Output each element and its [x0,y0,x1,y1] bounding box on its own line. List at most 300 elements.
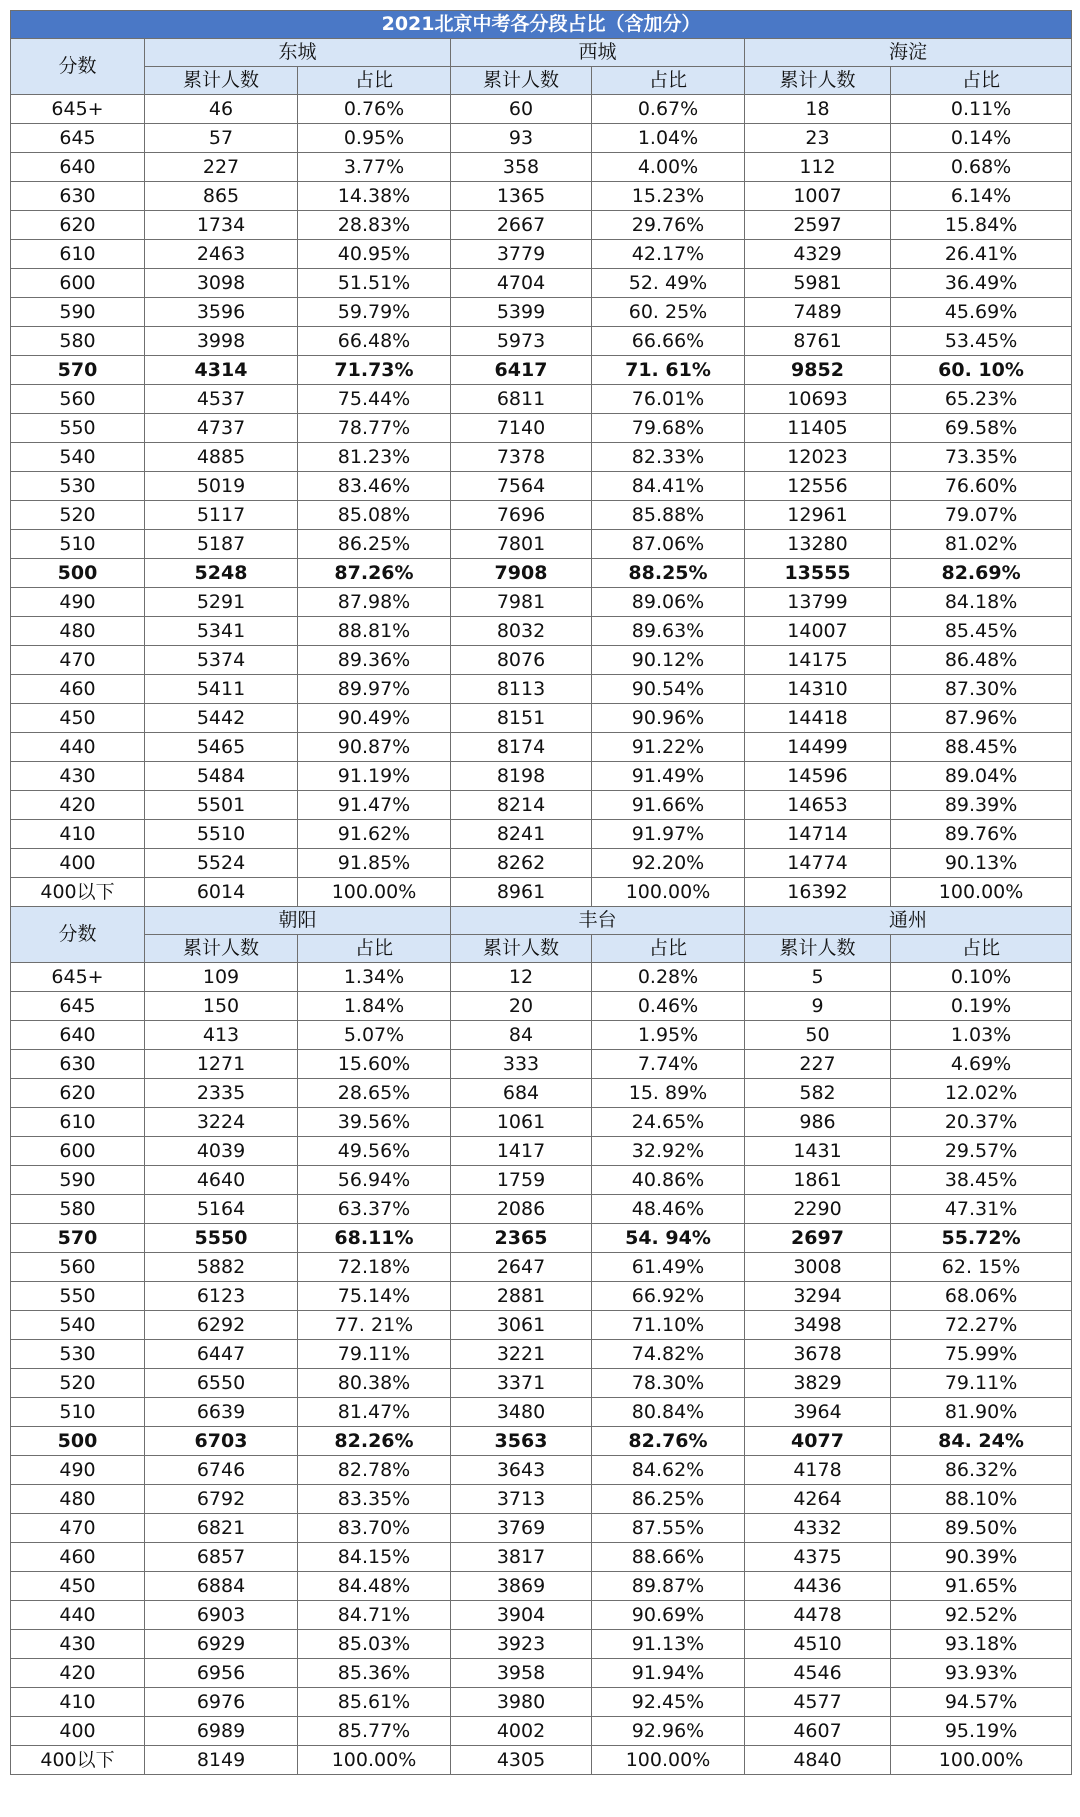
score-cell: 480 [11,1485,145,1514]
score-cell: 480 [11,617,145,646]
cumulative-count-cell: 4737 [145,414,298,443]
percentage-cell: 65.23% [891,385,1072,414]
cumulative-count-cell: 3923 [451,1630,592,1659]
cumulative-count-header: 累计人数 [145,67,298,95]
cumulative-count-cell: 4002 [451,1717,592,1746]
percentage-cell: 14.38% [298,182,451,211]
percentage-cell: 81.02% [891,530,1072,559]
percentage-cell: 81.23% [298,443,451,472]
percentage-cell: 84.41% [592,472,745,501]
cumulative-count-header: 累计人数 [451,67,592,95]
percentage-cell: 85.77% [298,1717,451,1746]
table-row [11,992,1072,1021]
percentage-cell: 1.03% [891,1021,1072,1050]
percentage-cell: 75.44% [298,385,451,414]
percentage-cell: 91.47% [298,791,451,820]
percentage-cell: 39.56% [298,1108,451,1137]
table-row [11,1514,1072,1543]
score-cell: 400以下 [11,1746,145,1775]
percentage-cell: 89.36% [298,646,451,675]
score-cell: 550 [11,1282,145,1311]
percentage-cell: 0.11% [891,95,1072,124]
cumulative-count-cell: 986 [745,1108,891,1137]
cumulative-count-cell: 6014 [145,878,298,907]
score-cell: 550 [11,414,145,443]
table-row [11,1224,1072,1253]
cumulative-count-cell: 8262 [451,849,592,878]
score-cell: 500 [11,1427,145,1456]
percentage-cell: 87.06% [592,530,745,559]
table-row [11,1398,1072,1427]
percentage-cell: 4.69% [891,1050,1072,1079]
score-cell: 645+ [11,95,145,124]
score-header: 分数 [11,907,145,963]
percentage-cell: 93.93% [891,1659,1072,1688]
percentage-cell: 92.20% [592,849,745,878]
percentage-cell: 79.07% [891,501,1072,530]
table-row [11,1630,1072,1659]
column-header-row [11,935,1072,963]
cumulative-count-cell: 3224 [145,1108,298,1137]
cumulative-count-cell: 6639 [145,1398,298,1427]
percentage-cell: 12.02% [891,1079,1072,1108]
cumulative-count-cell: 1431 [745,1137,891,1166]
score-cell: 410 [11,820,145,849]
cumulative-count-cell: 6292 [145,1311,298,1340]
cumulative-count-cell: 4039 [145,1137,298,1166]
table-row [11,820,1072,849]
cumulative-count-cell: 4077 [745,1427,891,1456]
column-header-row [11,67,1072,95]
percentage-cell: 1.34% [298,963,451,992]
table-row [11,762,1072,791]
score-cell: 490 [11,588,145,617]
table-row [11,1485,1072,1514]
cumulative-count-cell: 1861 [745,1166,891,1195]
score-cell: 440 [11,1601,145,1630]
cumulative-count-cell: 4640 [145,1166,298,1195]
cumulative-count-cell: 4607 [745,1717,891,1746]
percentage-cell: 49.56% [298,1137,451,1166]
table-row [11,240,1072,269]
percentage-cell: 85.36% [298,1659,451,1688]
percentage-cell: 92.45% [592,1688,745,1717]
percentage-cell: 90.87% [298,733,451,762]
score-distribution-sheet [10,10,1071,1775]
cumulative-count-cell: 4178 [745,1456,891,1485]
percentage-cell: 82.78% [298,1456,451,1485]
district-name: 通州 [745,907,1072,935]
cumulative-count-cell: 227 [745,1050,891,1079]
cumulative-count-cell: 3964 [745,1398,891,1427]
cumulative-count-cell: 2365 [451,1224,592,1253]
table-row [11,1427,1072,1456]
percentage-cell: 82.69% [891,559,1072,588]
cumulative-count-cell: 6550 [145,1369,298,1398]
percentage-cell: 81.90% [891,1398,1072,1427]
table-row [11,704,1072,733]
cumulative-count-cell: 2667 [451,211,592,240]
table-row [11,443,1072,472]
percentage-cell: 79.68% [592,414,745,443]
percentage-cell: 86.25% [592,1485,745,1514]
table-row [11,1137,1072,1166]
percentage-cell: 60. 10% [891,356,1072,385]
cumulative-count-cell: 3596 [145,298,298,327]
cumulative-count-cell: 9852 [745,356,891,385]
percentage-cell: 28.83% [298,211,451,240]
table-row [11,1282,1072,1311]
percentage-cell: 61.49% [592,1253,745,1282]
cumulative-count-cell: 14175 [745,646,891,675]
percentage-cell: 71.10% [592,1311,745,1340]
table-title: 2021北京中考各分段占比（含加分） [11,11,1072,39]
score-cell: 560 [11,385,145,414]
score-cell: 580 [11,327,145,356]
percentage-cell: 1.95% [592,1021,745,1050]
table-row [11,1108,1072,1137]
cumulative-count-cell: 4314 [145,356,298,385]
percentage-cell: 1.04% [592,124,745,153]
score-cell: 590 [11,298,145,327]
cumulative-count-cell: 8761 [745,327,891,356]
table-row [11,1253,1072,1282]
percentage-cell: 73.35% [891,443,1072,472]
percentage-cell: 85.08% [298,501,451,530]
cumulative-count-cell: 5374 [145,646,298,675]
cumulative-count-cell: 14499 [745,733,891,762]
cumulative-count-cell: 3098 [145,269,298,298]
percentage-cell: 77. 21% [298,1311,451,1340]
table-row [11,588,1072,617]
score-cell: 580 [11,1195,145,1224]
score-cell: 645 [11,124,145,153]
percentage-cell: 83.46% [298,472,451,501]
cumulative-count-cell: 4329 [745,240,891,269]
cumulative-count-cell: 2647 [451,1253,592,1282]
cumulative-count-cell: 6976 [145,1688,298,1717]
score-cell: 510 [11,530,145,559]
percentage-cell: 89.87% [592,1572,745,1601]
cumulative-count-cell: 4510 [745,1630,891,1659]
district-name: 丰台 [451,907,745,935]
cumulative-count-cell: 6989 [145,1717,298,1746]
cumulative-count-cell: 6929 [145,1630,298,1659]
percentage-cell: 85.88% [592,501,745,530]
score-cell: 430 [11,1630,145,1659]
cumulative-count-header: 累计人数 [145,935,298,963]
percentage-cell: 91.13% [592,1630,745,1659]
percentage-cell: 87.55% [592,1514,745,1543]
percentage-cell: 84. 24% [891,1427,1072,1456]
percentage-cell: 90.39% [891,1543,1072,1572]
percentage-cell: 51.51% [298,269,451,298]
district-name: 海淀 [745,39,1072,67]
percentage-cell: 81.47% [298,1398,451,1427]
percentage-cell: 78.77% [298,414,451,443]
cumulative-count-cell: 333 [451,1050,592,1079]
table-row [11,1369,1072,1398]
percentage-cell: 89.04% [891,762,1072,791]
percentage-cell: 45.69% [891,298,1072,327]
score-cell: 500 [11,559,145,588]
table-row [11,559,1072,588]
cumulative-count-cell: 3563 [451,1427,592,1456]
percentage-cell: 29.57% [891,1137,1072,1166]
percentage-cell: 72.27% [891,1311,1072,1340]
percentage-cell: 0.19% [891,992,1072,1021]
cumulative-count-cell: 5442 [145,704,298,733]
percentage-cell: 79.11% [891,1369,1072,1398]
cumulative-count-cell: 3498 [745,1311,891,1340]
percentage-cell: 85.45% [891,617,1072,646]
cumulative-count-cell: 5 [745,963,891,992]
score-cell: 620 [11,1079,145,1108]
score-cell: 640 [11,153,145,182]
percentage-cell: 74.82% [592,1340,745,1369]
cumulative-count-cell: 9 [745,992,891,1021]
cumulative-count-cell: 5164 [145,1195,298,1224]
percentage-cell: 100.00% [891,878,1072,907]
percentage-cell: 0.28% [592,963,745,992]
table-row [11,1717,1072,1746]
cumulative-count-cell: 4305 [451,1746,592,1775]
percentage-cell: 53.45% [891,327,1072,356]
cumulative-count-cell: 3869 [451,1572,592,1601]
percentage-cell: 100.00% [298,1746,451,1775]
percentage-cell: 5.07% [298,1021,451,1050]
percentage-cell: 91.66% [592,791,745,820]
percentage-cell: 42.17% [592,240,745,269]
percentage-cell: 91.62% [298,820,451,849]
cumulative-count-cell: 10693 [745,385,891,414]
percentage-cell: 79.11% [298,1340,451,1369]
percentage-cell: 71.73% [298,356,451,385]
cumulative-count-cell: 11405 [745,414,891,443]
cumulative-count-cell: 3061 [451,1311,592,1340]
percentage-cell: 66.66% [592,327,745,356]
table-row [11,1050,1072,1079]
score-cell: 460 [11,1543,145,1572]
cumulative-count-cell: 14418 [745,704,891,733]
percentage-cell: 91.49% [592,762,745,791]
percentage-cell: 69.58% [891,414,1072,443]
percentage-cell: 84.62% [592,1456,745,1485]
cumulative-count-cell: 1007 [745,182,891,211]
table-title-row [11,11,1072,39]
percentage-cell: 62. 15% [891,1253,1072,1282]
score-cell: 570 [11,1224,145,1253]
score-cell: 420 [11,1659,145,1688]
percentage-cell: 48.46% [592,1195,745,1224]
table-row [11,530,1072,559]
cumulative-count-cell: 20 [451,992,592,1021]
percentage-cell: 90.69% [592,1601,745,1630]
score-cell: 450 [11,704,145,733]
percentage-cell: 95.19% [891,1717,1072,1746]
percentage-cell: 88.66% [592,1543,745,1572]
score-cell: 560 [11,1253,145,1282]
score-table [10,10,1072,1775]
cumulative-count-cell: 3371 [451,1369,592,1398]
percentage-cell: 89.06% [592,588,745,617]
cumulative-count-cell: 14653 [745,791,891,820]
percentage-cell: 94.57% [891,1688,1072,1717]
cumulative-count-cell: 5248 [145,559,298,588]
table-row [11,385,1072,414]
score-cell: 630 [11,1050,145,1079]
cumulative-count-cell: 8241 [451,820,592,849]
score-cell: 460 [11,675,145,704]
score-cell: 630 [11,182,145,211]
cumulative-count-cell: 5399 [451,298,592,327]
percentage-cell: 32.92% [592,1137,745,1166]
table-row [11,675,1072,704]
percentage-cell: 15.84% [891,211,1072,240]
percentage-cell: 83.35% [298,1485,451,1514]
score-cell: 470 [11,646,145,675]
score-cell: 600 [11,269,145,298]
cumulative-count-cell: 6123 [145,1282,298,1311]
percentage-cell: 90.13% [891,849,1072,878]
cumulative-count-cell: 112 [745,153,891,182]
percentage-header: 占比 [891,935,1072,963]
cumulative-count-cell: 3998 [145,327,298,356]
percentage-cell: 89.39% [891,791,1072,820]
percentage-cell: 85.61% [298,1688,451,1717]
cumulative-count-cell: 5484 [145,762,298,791]
percentage-cell: 66.48% [298,327,451,356]
cumulative-count-cell: 3713 [451,1485,592,1514]
percentage-cell: 91.65% [891,1572,1072,1601]
table-row [11,1079,1072,1108]
percentage-cell: 92.52% [891,1601,1072,1630]
percentage-cell: 80.38% [298,1369,451,1398]
cumulative-count-cell: 2463 [145,240,298,269]
percentage-cell: 88.45% [891,733,1072,762]
percentage-cell: 40.86% [592,1166,745,1195]
cumulative-count-cell: 7696 [451,501,592,530]
cumulative-count-cell: 8961 [451,878,592,907]
cumulative-count-cell: 50 [745,1021,891,1050]
cumulative-count-cell: 14714 [745,820,891,849]
table-row [11,1166,1072,1195]
cumulative-count-cell: 3980 [451,1688,592,1717]
cumulative-count-cell: 865 [145,182,298,211]
percentage-cell: 91.22% [592,733,745,762]
cumulative-count-cell: 4704 [451,269,592,298]
score-cell: 450 [11,1572,145,1601]
percentage-cell: 75.99% [891,1340,1072,1369]
cumulative-count-cell: 109 [145,963,298,992]
cumulative-count-cell: 6703 [145,1427,298,1456]
score-cell: 600 [11,1137,145,1166]
cumulative-count-cell: 5510 [145,820,298,849]
district-name: 朝阳 [145,907,451,935]
cumulative-count-cell: 8214 [451,791,592,820]
percentage-cell: 15. 89% [592,1079,745,1108]
cumulative-count-cell: 5501 [145,791,298,820]
cumulative-count-cell: 3294 [745,1282,891,1311]
cumulative-count-cell: 413 [145,1021,298,1050]
percentage-cell: 90.12% [592,646,745,675]
cumulative-count-cell: 2597 [745,211,891,240]
cumulative-count-cell: 13555 [745,559,891,588]
table-row [11,153,1072,182]
cumulative-count-cell: 12961 [745,501,891,530]
cumulative-count-cell: 4332 [745,1514,891,1543]
percentage-header: 占比 [592,67,745,95]
percentage-cell: 0.14% [891,124,1072,153]
cumulative-count-cell: 5187 [145,530,298,559]
cumulative-count-cell: 1417 [451,1137,592,1166]
score-cell: 470 [11,1514,145,1543]
score-cell: 400 [11,1717,145,1746]
percentage-cell: 0.67% [592,95,745,124]
percentage-cell: 75.14% [298,1282,451,1311]
cumulative-count-cell: 12023 [745,443,891,472]
percentage-cell: 89.97% [298,675,451,704]
percentage-cell: 60. 25% [592,298,745,327]
percentage-cell: 6.14% [891,182,1072,211]
percentage-header: 占比 [891,67,1072,95]
percentage-cell: 0.68% [891,153,1072,182]
score-cell: 540 [11,443,145,472]
percentage-cell: 0.76% [298,95,451,124]
cumulative-count-cell: 8032 [451,617,592,646]
score-cell: 645+ [11,963,145,992]
percentage-cell: 54. 94% [592,1224,745,1253]
cumulative-count-cell: 358 [451,153,592,182]
table-row [11,414,1072,443]
cumulative-count-cell: 8113 [451,675,592,704]
score-cell: 540 [11,1311,145,1340]
percentage-cell: 88.81% [298,617,451,646]
cumulative-count-cell: 14310 [745,675,891,704]
cumulative-count-cell: 3829 [745,1369,891,1398]
percentage-cell: 88.25% [592,559,745,588]
table-row [11,1021,1072,1050]
percentage-cell: 82.33% [592,443,745,472]
score-cell: 410 [11,1688,145,1717]
cumulative-count-cell: 6884 [145,1572,298,1601]
cumulative-count-cell: 60 [451,95,592,124]
cumulative-count-cell: 5411 [145,675,298,704]
percentage-cell: 82.76% [592,1427,745,1456]
percentage-cell: 3.77% [298,153,451,182]
percentage-cell: 100.00% [592,1746,745,1775]
percentage-header: 占比 [592,935,745,963]
table-row [11,878,1072,907]
cumulative-count-cell: 5981 [745,269,891,298]
table-row [11,646,1072,675]
cumulative-count-cell: 7140 [451,414,592,443]
cumulative-count-cell: 4478 [745,1601,891,1630]
district-header-row [11,39,1072,67]
percentage-cell: 80.84% [592,1398,745,1427]
table-row [11,124,1072,153]
score-cell: 520 [11,1369,145,1398]
table-row [11,472,1072,501]
score-cell: 640 [11,1021,145,1050]
percentage-cell: 15.60% [298,1050,451,1079]
percentage-cell: 15.23% [592,182,745,211]
table-row [11,1340,1072,1369]
score-cell: 610 [11,240,145,269]
cumulative-count-cell: 8151 [451,704,592,733]
cumulative-count-cell: 4436 [745,1572,891,1601]
cumulative-count-cell: 23 [745,124,891,153]
